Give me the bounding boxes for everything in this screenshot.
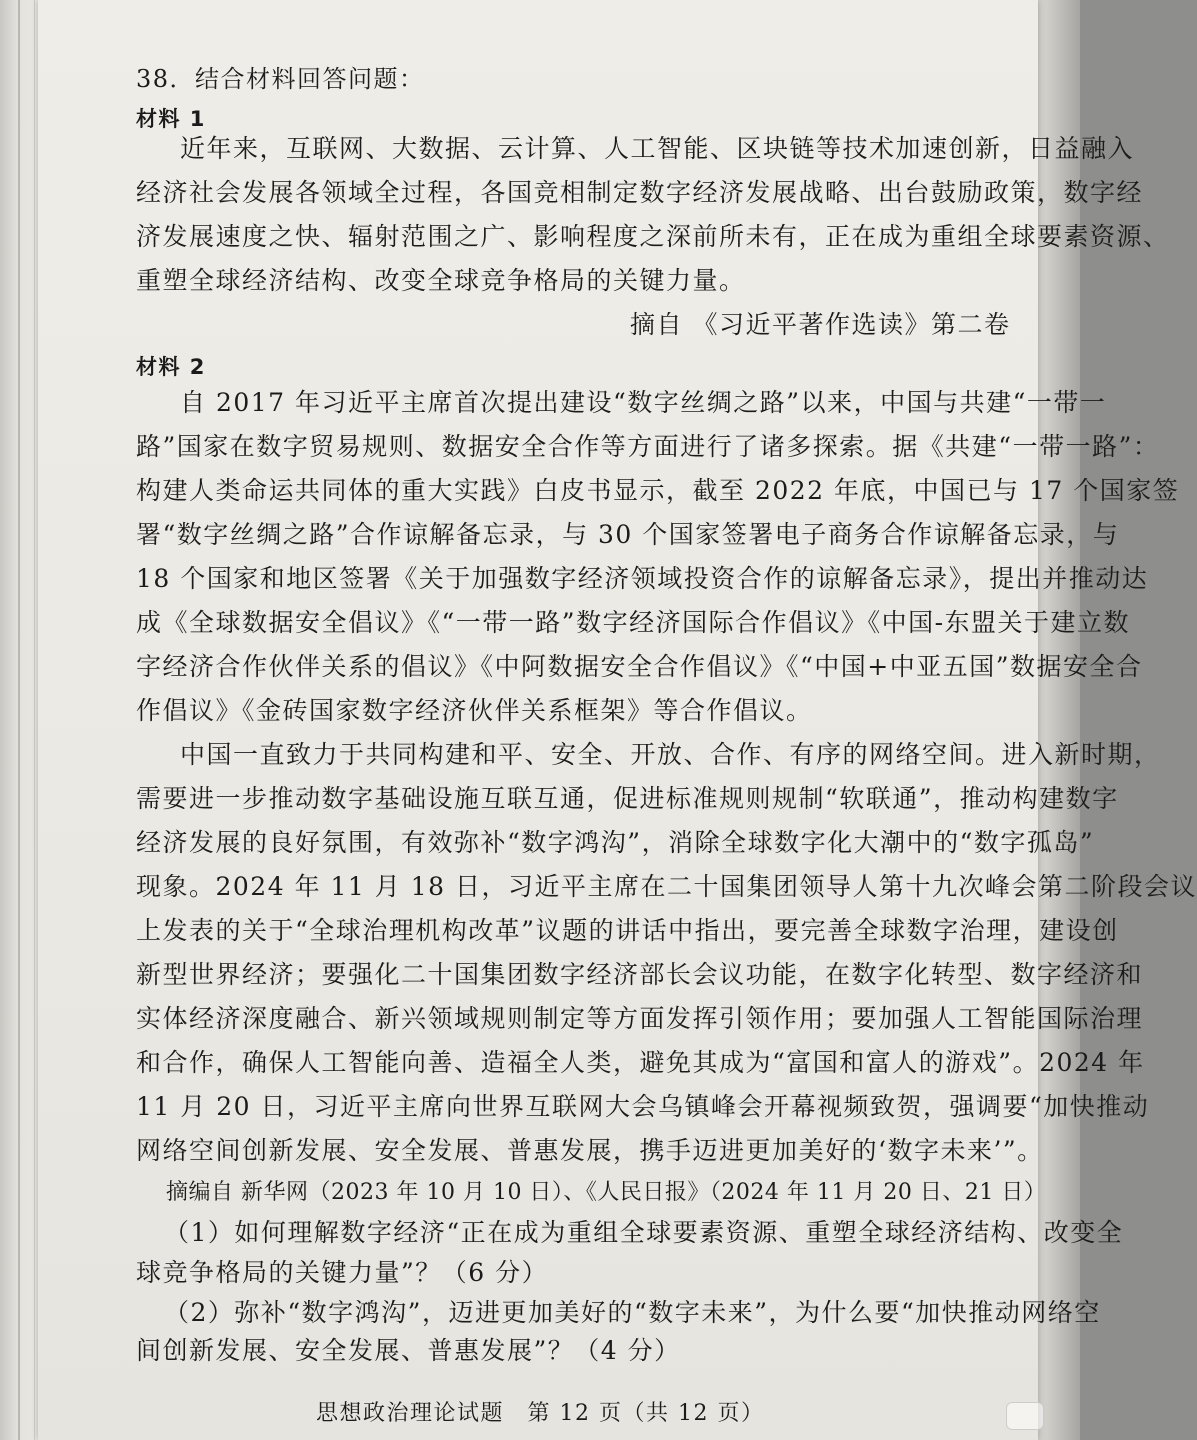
material-2-line: 自 2017 年习近平主席首次提出建设“数字丝绸之路”以来，中国与共建“一带一	[180, 388, 1107, 417]
sub-question-1: （1）如何理解数字经济“正在成为重组全球要素资源、重塑全球经济结构、改变全	[164, 1218, 1124, 1247]
watermark-badge	[1006, 1402, 1044, 1430]
page-footer: 思想政治理论试题 第 12 页（共 12 页）	[316, 1401, 765, 1426]
material-2-line: 上发表的关于“全球治理机构改革”议题的讲话中指出，要完善全球数字治理，建设创	[136, 916, 1119, 945]
material-2-line: 路”国家在数字贸易规则、数据安全合作等方面进行了诸多探索。据《共建“一带一路”：	[136, 432, 1160, 461]
material-2-line: 作倡议》《金砖国家数字经济伙伴关系框架》等合作倡议。	[136, 696, 813, 725]
question-heading: 38．结合材料回答问题：	[136, 65, 425, 93]
material-2-line: 新型世界经济；要强化二十国集团数字经济部长会议功能，在数字化转型、数字经济和	[136, 960, 1144, 989]
material-2-line: 署“数字丝绸之路”合作谅解备忘录，与 30 个国家签署电子商务合作谅解备忘录，与	[136, 520, 1120, 549]
material-2-line: 实体经济深度融合、新兴领域规则制定等方面发挥引领作用；要加强人工智能国际治理	[136, 1004, 1144, 1033]
material-1-source: 摘自 《习近平著作选读》第二卷	[630, 310, 1011, 339]
material-2-line: 网络空间创新发展、安全发展、普惠发展，携手迈进更加美好的‘数字未来’”。	[136, 1136, 1044, 1165]
material-2-source: 摘编自 新华网（2023 年 10 月 10 日）、《人民日报》（2024 年 11 月 20 日、21 日）	[166, 1180, 1047, 1205]
material-2-line: 中国一直致力于共同构建和平、安全、开放、合作、有序的网络空间。进入新时期，	[180, 740, 1161, 769]
material-1-line: 重塑全球经济结构、改变全球竞争格局的关键力量。	[136, 266, 746, 295]
material-2-label: 材料 2	[136, 355, 206, 379]
material-1-label: 材料 1	[136, 107, 206, 131]
sub-question-1-cont: 球竞争格局的关键力量”？（6 分）	[136, 1258, 549, 1287]
material-2-line: 构建人类命运共同体的重大实践》白皮书显示，截至 2022 年底，中国已与 17 个国家签	[136, 476, 1180, 505]
material-2-line: 11 月 20 日，习近平主席向世界互联网大会乌镇峰会开幕视频致贺，强调要“加快推动	[136, 1092, 1150, 1121]
sub-question-2-cont: 间创新发展、安全发展、普惠发展”？（4 分）	[136, 1336, 681, 1365]
material-1-line: 济发展速度之快、辐射范围之广、影响程度之深前所未有，正在成为重组全球要素资源、	[136, 222, 1170, 251]
material-2-line: 需要进一步推动数字基础设施互联互通，促进标准规则规制“软联通”，推动构建数字	[136, 784, 1119, 813]
material-2-line: 成《全球数据安全倡议》《“一带一路”数字经济国际合作倡议》《中国-东盟关于建立数	[136, 608, 1131, 637]
material-1-line: 近年来，互联网、大数据、云计算、人工智能、区块链等技术加速创新，日益融入	[180, 134, 1135, 163]
material-2-line: 18 个国家和地区签署《关于加强数字经济领域投资合作的谅解备忘录》，提出并推动达	[136, 564, 1149, 593]
material-2-line: 经济发展的良好氛围，有效弥补“数字鸿沟”，消除全球数字化大潮中的“数字孤岛”	[136, 828, 1095, 857]
material-2-line: 字经济合作伙伴关系的倡议》《中阿数据安全合作倡议》《“中国+中亚五国”数据安全合	[136, 652, 1143, 681]
material-2-line: 和合作，确保人工智能向善、造福全人类，避免其成为“富国和富人的游戏”。2024 年	[136, 1048, 1145, 1077]
material-1-line: 经济社会发展各领域全过程，各国竞相制定数字经济发展战略、出台鼓励政策，数字经	[136, 178, 1144, 207]
exam-page	[38, 0, 1197, 1440]
sub-question-2: （2）弥补“数字鸿沟”，迈进更加美好的“数字未来”，为什么要“加快推动网络空	[164, 1298, 1101, 1327]
material-2-line: 现象。2024 年 11 月 18 日，习近平主席在二十国集团领导人第十九次峰会第二阶段会议	[136, 872, 1197, 901]
